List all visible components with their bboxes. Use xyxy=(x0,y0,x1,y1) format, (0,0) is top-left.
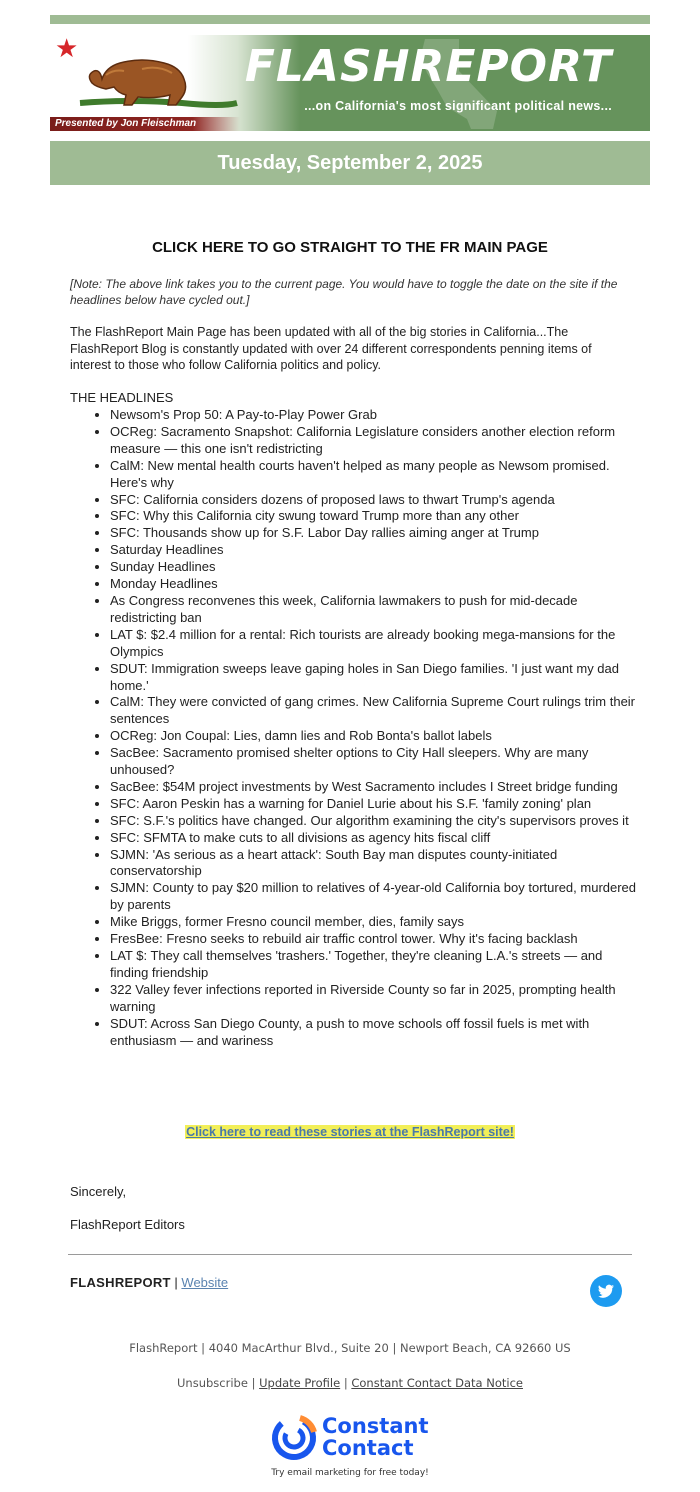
read-stories-link[interactable] xyxy=(50,1125,650,1139)
flashreport-tagline: ...on California's most significant political news... xyxy=(304,99,612,113)
website-link[interactable]: Website xyxy=(181,1275,229,1290)
cc-logo-line2: Contact xyxy=(322,1436,414,1460)
footer-links xyxy=(50,1376,650,1390)
headlines-list xyxy=(70,407,638,1049)
update-profile-link[interactable]: Update Profile xyxy=(259,1376,341,1390)
headline-item[interactable]: • SFC: Why this California city swung toward Trump more than any other xyxy=(110,508,638,525)
main-page-link[interactable]: CLICK HERE TO GO STRAIGHT TO THE FR MAIN PAGE xyxy=(152,239,548,256)
headline-item[interactable]: • OCReg: Jon Coupal: Lies, damn lies and Rob Bonta's ballot labels xyxy=(110,728,638,745)
headline-item[interactable]: • SDUT: Across San Diego County, a push to move schools off fossil fuels is met with enthusiasm — and wariness xyxy=(110,1016,638,1050)
footer-address: FlashReport | 4040 MacArthur Blvd., Suite 20 | Newport Beach, CA 92660 US xyxy=(129,1341,571,1355)
headline-item[interactable]: • SFC: SFMTA to make cuts to all divisions as agency hits fiscal cliff xyxy=(110,830,638,847)
headline-item[interactable]: • SJMN: County to pay $20 million to relatives of 4-year-old California boy tortured, murdered by parents xyxy=(110,880,638,914)
twitter-icon xyxy=(590,1275,622,1307)
headline-item[interactable]: • SFC: California considers dozens of proposed laws to thwart Trump's agenda xyxy=(110,492,638,509)
constant-contact-icon xyxy=(270,1414,318,1462)
twitter-button[interactable] xyxy=(590,1275,622,1307)
cc-tagline[interactable]: Try email marketing for free today! xyxy=(271,1468,429,1478)
star-icon: ★ xyxy=(55,35,79,63)
flashreport-logo-title: FLASHREPORT xyxy=(244,41,612,92)
footer-brand-name: FLASHREPORT xyxy=(70,1275,171,1290)
footer-separator: | xyxy=(170,1275,182,1290)
date-bar: Tuesday, September 2, 2025 xyxy=(50,141,650,185)
intro-paragraph: The FlashReport Main Page has been updated with all of the big stories in California...The FlashReport Blog is constantly updated with over 24 different correspondents penning items of interest to those who follow California politics and policy. xyxy=(70,325,592,372)
headlines-heading: THE HEADLINES xyxy=(70,390,174,405)
closing-signature: FlashReport Editors xyxy=(70,1217,185,1232)
closing-sincerely: Sincerely, xyxy=(70,1184,127,1199)
headline-item[interactable]: • As Congress reconvenes this week, California lawmakers to push for mid-decade redistricting ban xyxy=(110,593,638,627)
headline-item[interactable]: • CalM: New mental health courts haven't helped as many people as Newsom promised. Here's why xyxy=(110,458,638,492)
constant-contact-logo[interactable] xyxy=(270,1412,435,1462)
unsubscribe-link[interactable]: Unsubscribe xyxy=(177,1376,248,1390)
headline-item[interactable]: • Monday Headlines xyxy=(110,576,638,593)
presented-by-label: Presented by Jon Fleischman xyxy=(50,117,240,131)
footer-divider xyxy=(68,1254,632,1255)
read-stories-link-text[interactable]: Click here to read these stories at the FlashReport site! xyxy=(186,1125,514,1139)
headline-item[interactable]: • FresBee: Fresno seeks to rebuild air traffic control tower. Why it's facing backlash xyxy=(110,931,638,948)
headline-item[interactable]: • CalM: They were convicted of gang crimes. New California Supreme Court rulings trim their sentences xyxy=(110,694,638,728)
headline-item[interactable]: • SFC: Aaron Peskin has a warning for Daniel Lurie about his S.F. 'family zoning' plan xyxy=(110,796,638,813)
headline-item[interactable]: • SJMN: 'As serious as a heart attack': South Bay man disputes county-initiated conservatorship xyxy=(110,847,638,881)
cc-logo-line1: Constant xyxy=(322,1414,429,1438)
footer-link-separator: | xyxy=(251,1376,260,1390)
headline-item[interactable]: • SFC: Thousands show up for S.F. Labor Day rallies aiming anger at Trump xyxy=(110,525,638,542)
main-page-note: [Note: The above link takes you to the current page. You would have to toggle the date on the site if the headlines below have cycled out.] xyxy=(70,277,618,307)
headline-item[interactable]: • 322 Valley fever infections reported in Riverside County so far in 2025, prompting health warning xyxy=(110,982,638,1016)
headline-item[interactable]: • LAT $: $2.4 million for a rental: Rich tourists are already booking mega-mansions for the Olympics xyxy=(110,627,638,661)
footer-link-separator: | xyxy=(343,1376,352,1390)
headline-item[interactable]: • Sunday Headlines xyxy=(110,559,638,576)
headline-item[interactable]: • OCReg: Sacramento Snapshot: California Legislature considers another election reform measure — this one isn't redistricting xyxy=(110,424,638,458)
footer-brand-line xyxy=(70,1275,228,1290)
headline-item[interactable]: • SDUT: Immigration sweeps leave gaping holes in San Diego families. 'I just want my dad home.' xyxy=(110,661,638,695)
header-top-bar xyxy=(50,15,650,24)
data-notice-link[interactable]: Constant Contact Data Notice xyxy=(351,1376,523,1390)
headline-item[interactable]: • SacBee: Sacramento promised shelter options to City Hall sleepers. Why are many unhoused? xyxy=(110,745,638,779)
header-banner[interactable] xyxy=(50,35,650,131)
headline-item[interactable]: • Saturday Headlines xyxy=(110,542,638,559)
headline-item[interactable]: • Newsom's Prop 50: A Pay-to-Play Power Grab xyxy=(110,407,638,424)
headline-item[interactable]: • Mike Briggs, former Fresno council member, dies, family says xyxy=(110,914,638,931)
headline-item[interactable]: • SFC: S.F.'s politics have changed. Our algorithm examining the city's supervisors proves it xyxy=(110,813,638,830)
headline-item[interactable]: • LAT $: They call themselves 'trashers.' Together, they're cleaning L.A.'s streets — and finding friendship xyxy=(110,948,638,982)
headline-item[interactable]: • SacBee: $54M project investments by West Sacramento includes I Street bridge funding xyxy=(110,779,638,796)
